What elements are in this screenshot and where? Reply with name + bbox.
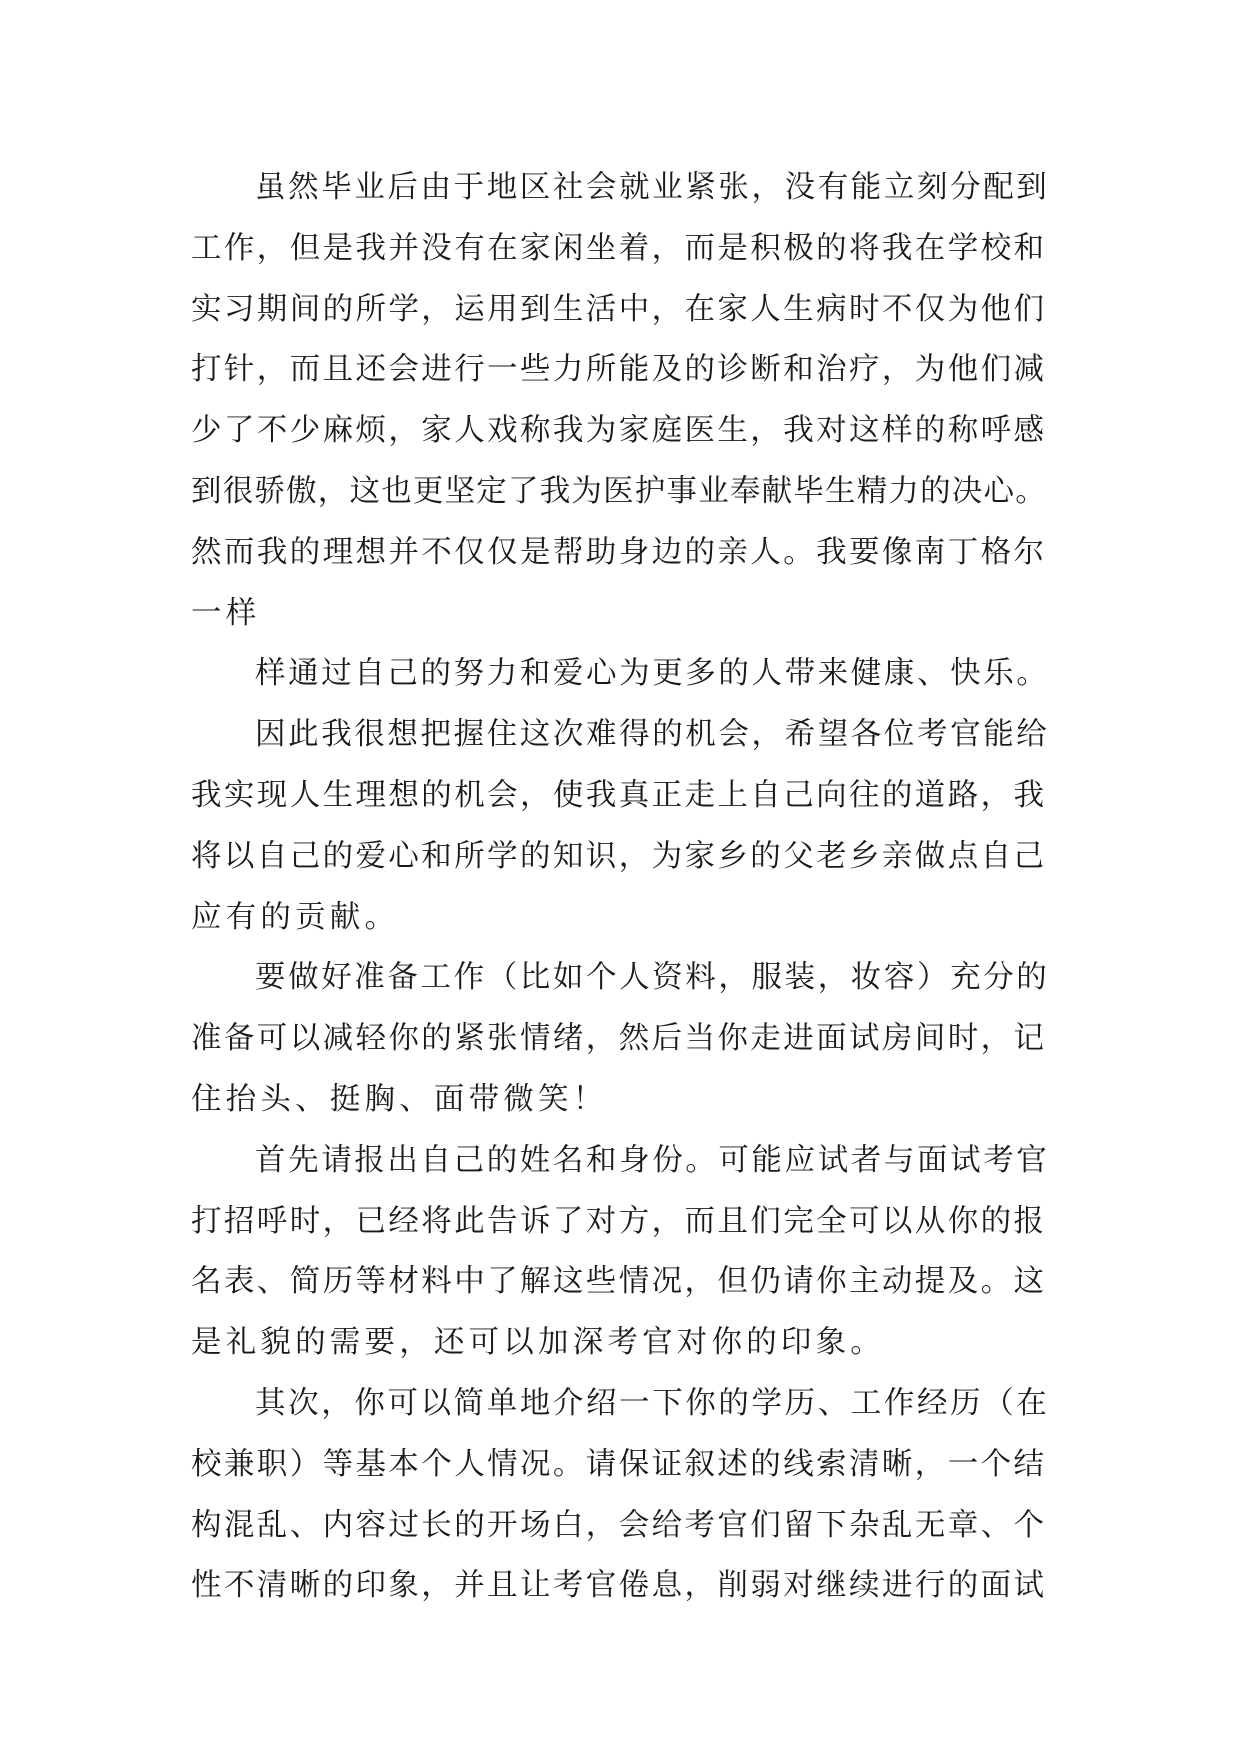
text-line: 我实现人生理想的机会，使我真正走上自己向往的道路，我 — [191, 777, 1047, 813]
text-line: 然而我的理想并不仅仅是帮助身边的亲人。我要像南丁格尔 — [191, 534, 1047, 570]
text-line: 打针，而且还会进行一些力所能及的诊断和治疗，为他们减 — [191, 352, 1047, 388]
text-line: 校兼职）等基本个人情况。请保证叙述的线索清晰，一个结 — [191, 1446, 1047, 1482]
text-line: 首先请报出自己的姓名和身份。可能应试者与面试考官 — [255, 1142, 1050, 1178]
text-line: 工作，但是我并没有在家闲坐着，而是积极的将我在学校和 — [191, 230, 1047, 266]
text-line: 性不清晰的印象，并且让考官倦息，削弱对继续进行的面试 — [191, 1568, 1047, 1604]
text-line: 虽然毕业后由于地区社会就业紧张，没有能立刻分配到 — [255, 170, 1050, 205]
document-body — [191, 158, 1051, 1617]
text-line: 住抬头、挺胸、面带微笑！ — [191, 1081, 608, 1117]
text-line: 将以自己的爱心和所学的知识，为家乡的父老乡亲做点自己 — [191, 838, 1047, 874]
text-line: 构混乱、内容过长的开场白，会给考官们留下杂乱无章、个 — [191, 1507, 1047, 1543]
text-line: 是礼貌的需要，还可以加深考官对你的印象。 — [191, 1325, 885, 1361]
text-line: 名表、简历等材料中了解这些情况，但仍请你主动提及。这 — [191, 1264, 1047, 1300]
text-line: 应有的贡献。 — [191, 899, 400, 935]
text-line: 样通过自己的努力和爱心为更多的人带来健康、快乐。 — [255, 656, 1050, 692]
text-line: 打招呼时，已经将此告诉了对方，而且们完全可以从你的报 — [191, 1203, 1047, 1239]
text-line: 因此我很想把握住这次难得的机会，希望各位考官能给 — [255, 717, 1050, 753]
text-line: 要做好准备工作（比如个人资料，服装，妆容）充分的 — [255, 960, 1050, 996]
text-line: 准备可以减轻你的紧张情绪，然后当你走进面试房间时，记 — [191, 1021, 1047, 1057]
text-line: 一样 — [191, 595, 261, 631]
text-line: 少了不少麻烦，家人戏称我为家庭医生，我对这样的称呼感 — [191, 413, 1047, 449]
text-line: 其次，你可以简单地介绍一下你的学历、工作经历（在 — [255, 1385, 1050, 1421]
text-line: 实习期间的所学，运用到生活中，在家人生病时不仅为他们 — [191, 291, 1047, 327]
text-line: 到很骄傲，这也更坚定了我为医护事业奉献毕生精力的决心。 — [191, 473, 1047, 509]
